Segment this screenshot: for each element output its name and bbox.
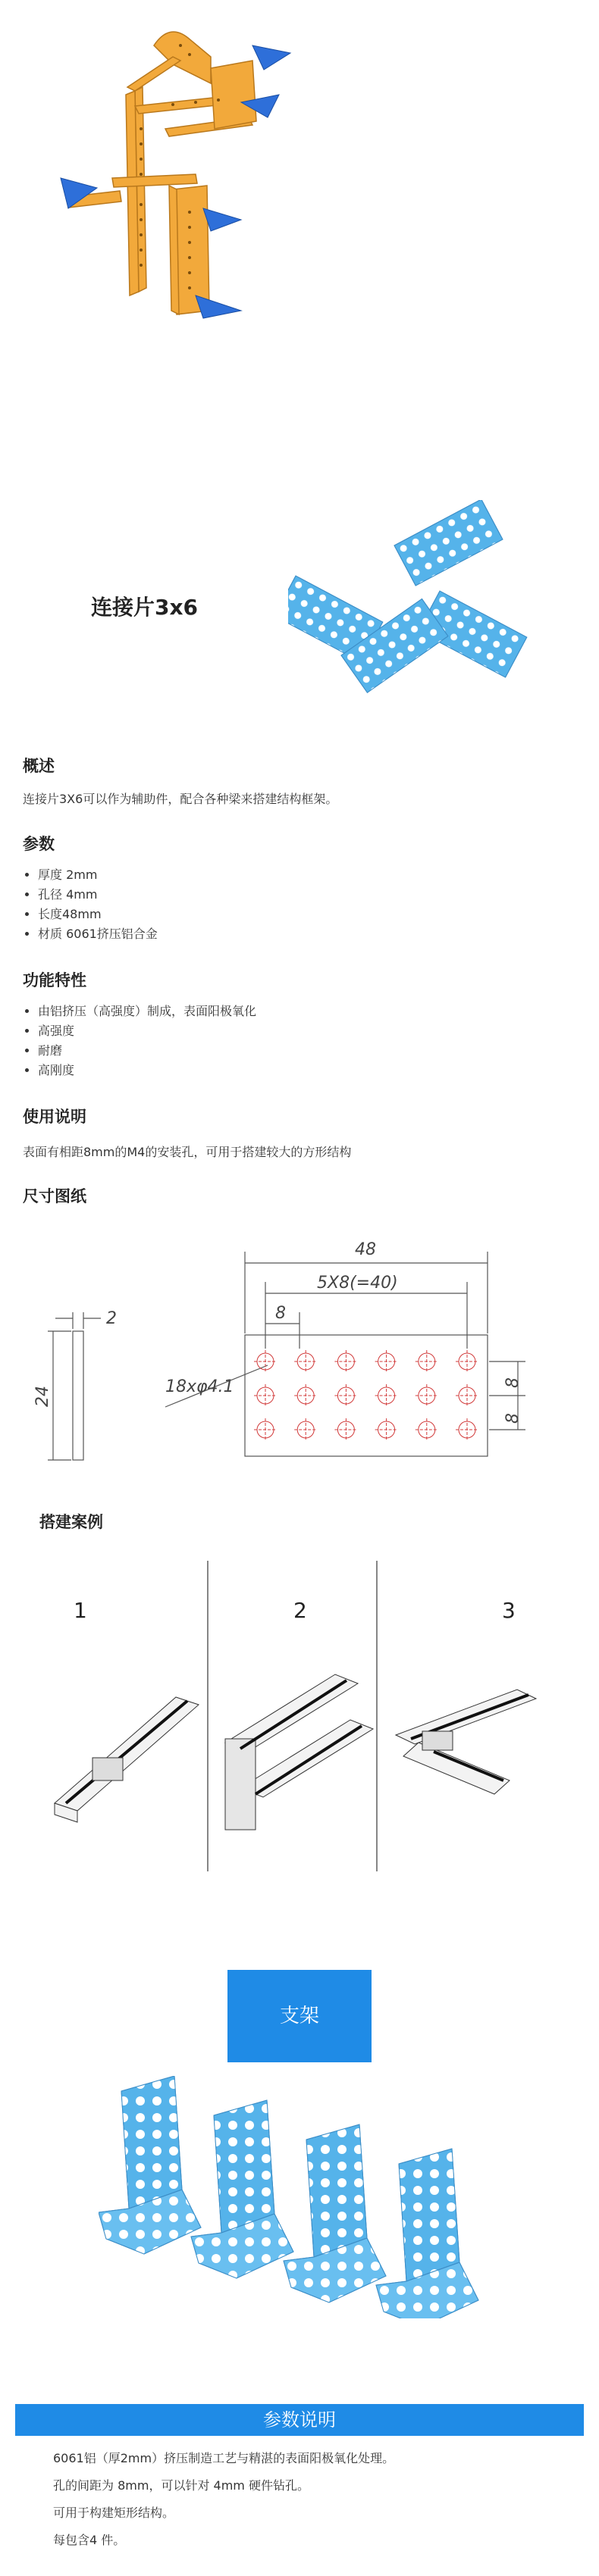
case-step-3: 3 [502,1598,516,1623]
overview-text: 连接片3X6可以作为辅助件，配合各种梁来搭建结构框架。 [23,792,338,806]
spec-title: 参数说明 [263,2409,336,2431]
features-heading: 功能特性 [23,971,86,989]
params-heading: 参数 [23,835,55,853]
dimension-drawing [21,1221,537,1487]
list-item: • 耐磨 [38,1041,256,1061]
list-item: • 孔径 4mm [38,885,158,905]
cases-heading: 搭建案例 [39,1513,103,1531]
overview-heading: 概述 [23,757,55,775]
list-item: • 高刚度 [38,1061,256,1080]
dim-pitch-span: 5X8(=40) [317,1274,398,1293]
dim-thickness: 2 [106,1309,117,1328]
bracket-part [191,2100,293,2278]
dim-right-1: 8 [503,1377,522,1388]
plates-illustration [288,500,546,697]
brackets-illustration [99,2076,523,2318]
usage-text: 表面有相距8mm的M4的安装孔，可用于搭建较大的方形结构 [23,1145,352,1159]
dim-total: 48 [355,1240,376,1259]
list-item: • 由铝挤压（高强度）制成，表面阳极氧化 [38,1002,256,1021]
drawing-heading: 尺寸图纸 [23,1187,86,1205]
frame-illustration [21,15,332,322]
list-item: • 厚度 2mm [38,865,158,885]
bracket-part [99,2076,201,2254]
dim-holes: 18xφ4.1 [165,1377,234,1396]
dim-right-2: 8 [503,1413,522,1424]
case-step-1: 1 [74,1598,87,1623]
bracket-part [376,2149,478,2318]
dim-pitch: 8 [275,1304,286,1323]
spec-line-4: 每包含4 件。 [53,2533,126,2547]
bracket-label: 支架 [279,2005,319,2027]
cases-panel [39,1553,555,1879]
list-item: • 材质 6061挤压铝合金 [38,924,158,944]
params-list [23,865,158,944]
spec-title-bar [15,2404,584,2436]
dim-height: 24 [33,1386,52,1407]
usage-heading: 使用说明 [23,1108,86,1126]
features-list [23,1002,256,1080]
spec-line-2: 孔的间距为 8mm，可以针对 4mm 硬件钻孔。 [53,2478,309,2493]
bracket-part [284,2124,386,2302]
spec-line-3: 可用于构建矩形结构。 [53,2506,175,2520]
list-item: • 长度48mm [38,905,158,924]
bracket-label-box [227,1970,372,2062]
spec-line-1: 6061铝（厚2mm）挤压制造工艺与精湛的表面阳极氧化处理。 [53,2451,395,2465]
list-item: • 高强度 [38,1021,256,1041]
case-step-2: 2 [293,1598,307,1623]
product-title: 连接片3x6 [91,595,199,620]
